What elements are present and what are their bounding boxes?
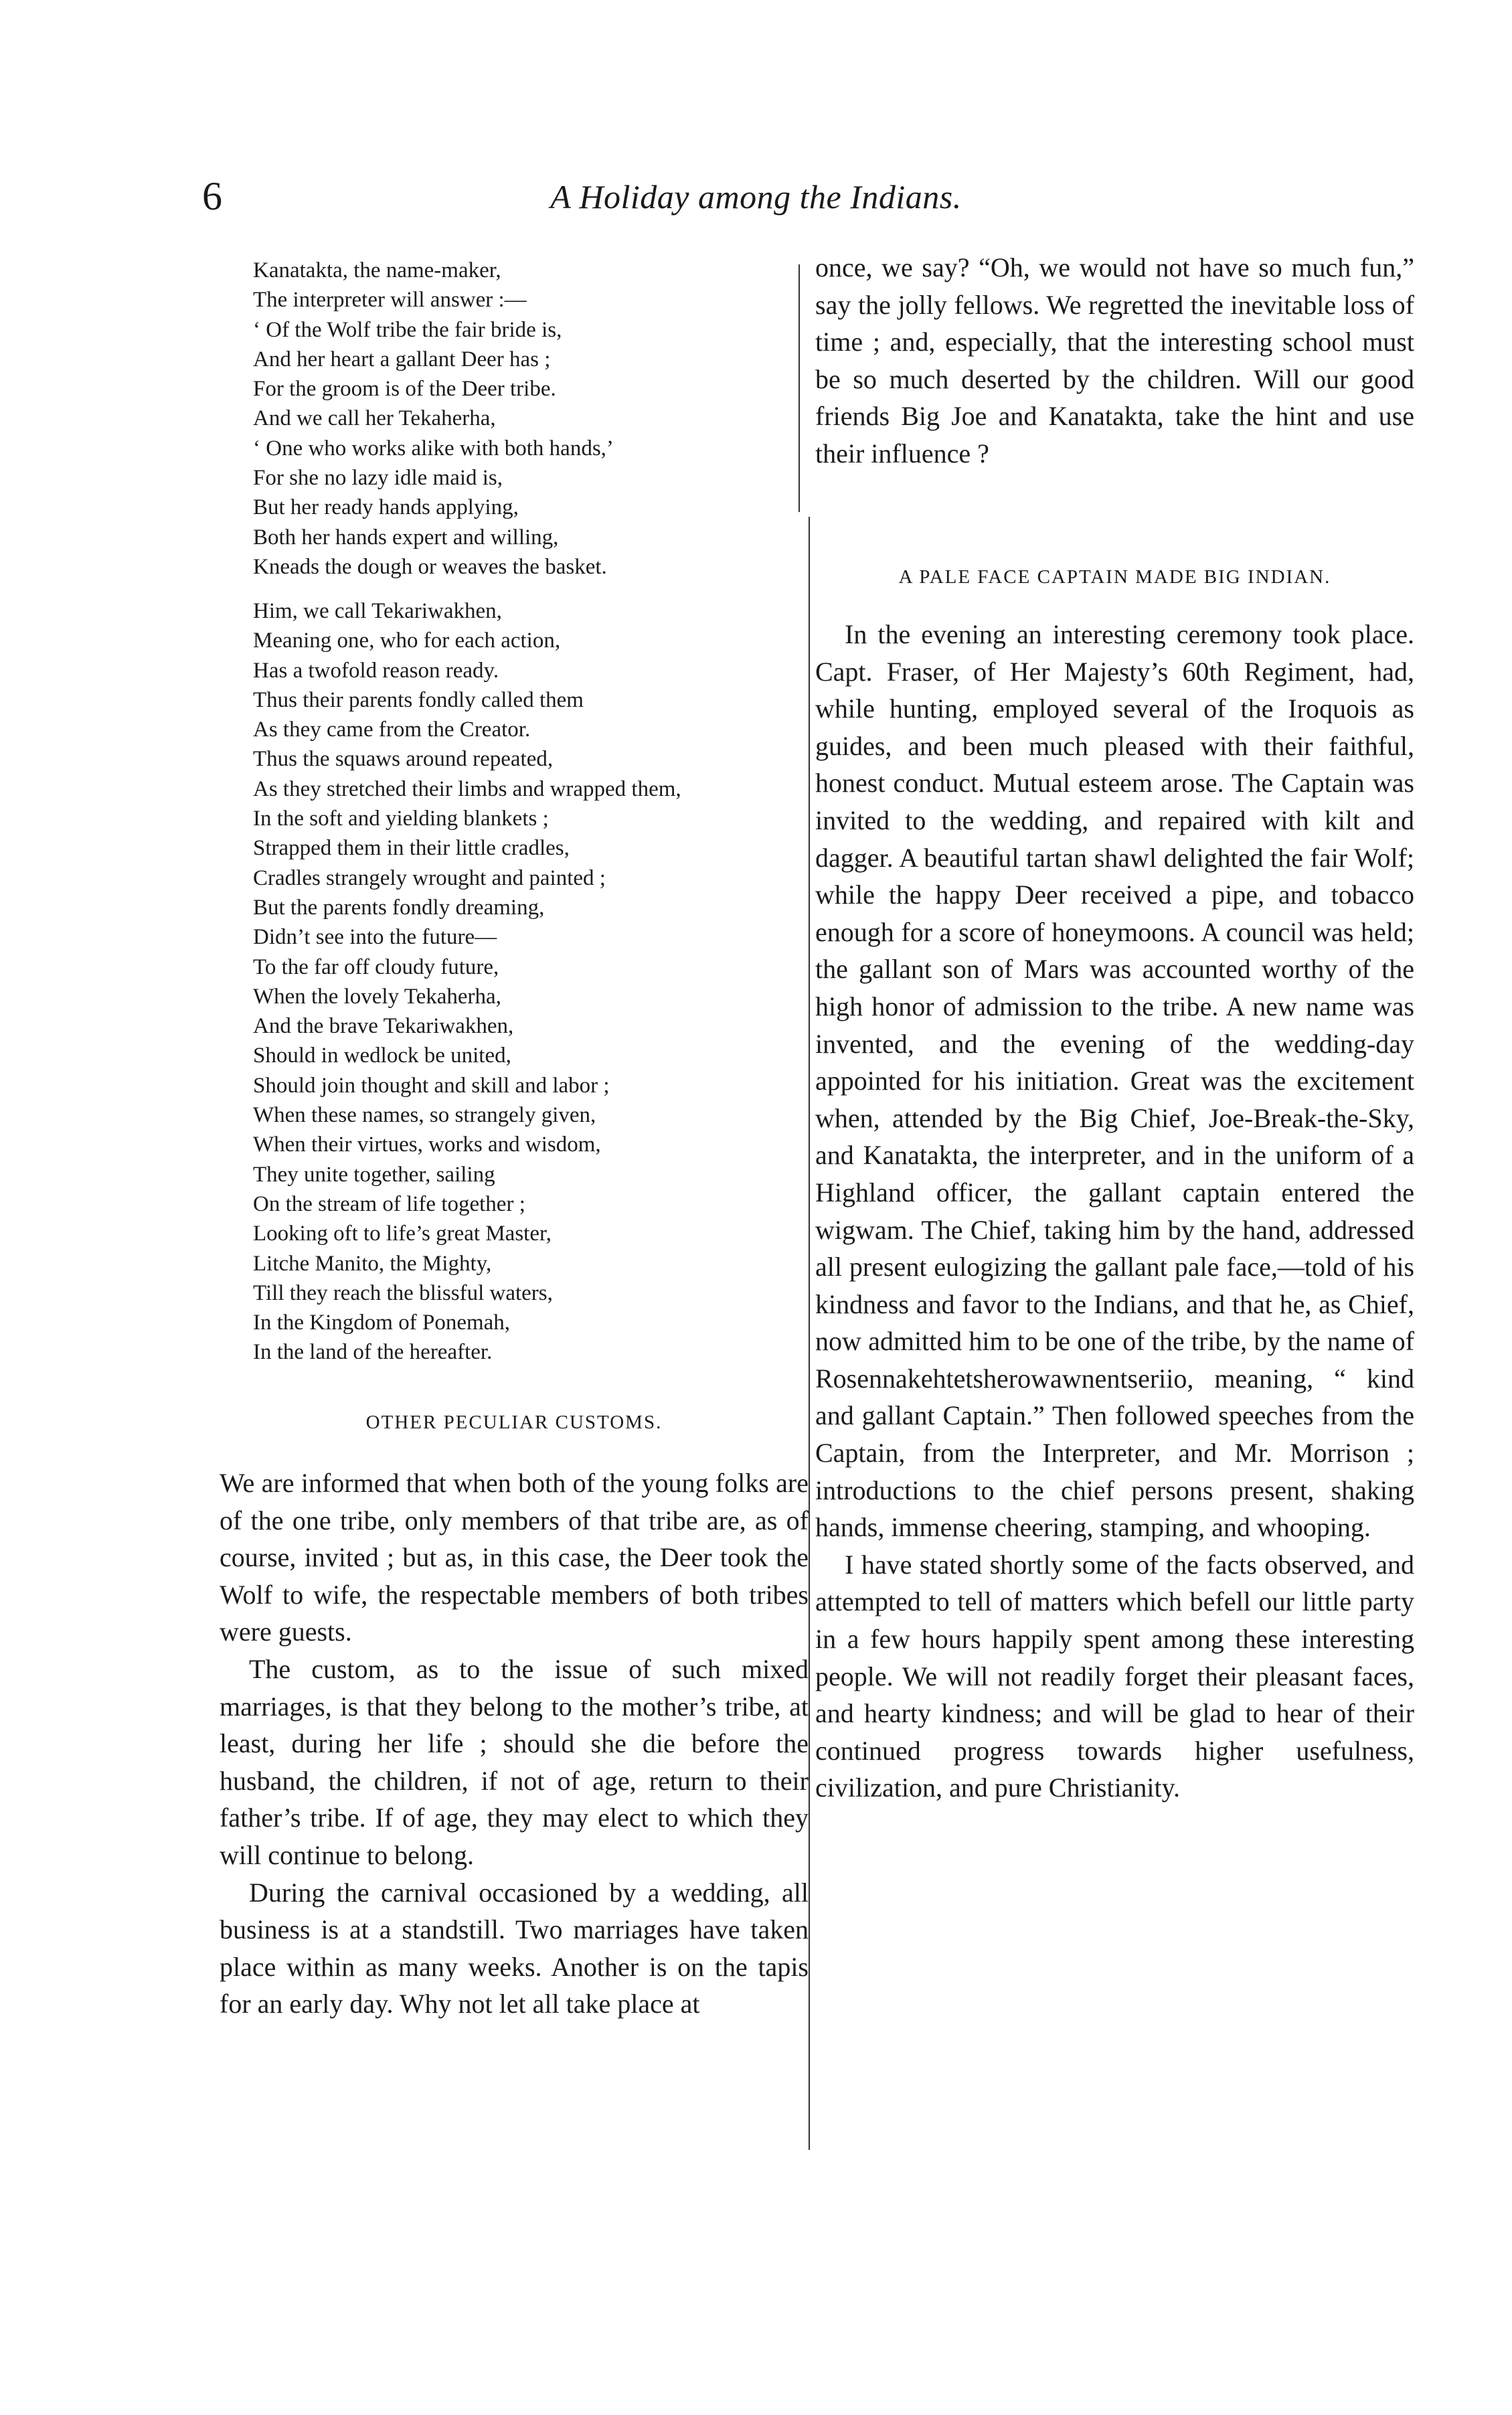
poem-line: Both her hands expert and willing, [253, 525, 559, 550]
poem-line: And the brave Tekariwakhen, [253, 1014, 514, 1039]
poem-line: Him, we call Tekariwakhen, [253, 599, 502, 623]
poem-line: When their virtues, works and wisdom, [253, 1133, 601, 1157]
poem-line: But her ready hands applying, [253, 495, 519, 520]
poem-line: The interpreter will answer :— [253, 288, 527, 313]
poem-line: To the far off cloudy future, [253, 954, 499, 979]
poem-line: Thus their parents fondly called them [253, 687, 584, 712]
poem-line: Should join thought and skill and labor ; [253, 1073, 610, 1098]
poem-line: Thus the squaws around repeated, [253, 747, 554, 772]
left-column-prose [220, 1465, 809, 2023]
poem-line: Has a twofold reason ready. [253, 658, 499, 683]
poem-line: When these names, so strangely given, [253, 1103, 596, 1128]
section-heading-pale-face-captain: A PALE FACE CAPTAIN MADE BIG INDIAN. [898, 566, 1331, 588]
poem-line: Kanatakta, the name-maker, [253, 258, 501, 282]
page-number: 6 [202, 174, 222, 218]
poem-line: And we call her Tekaherha, [253, 406, 496, 431]
poem-line: Kneads the dough or weaves the basket. [253, 554, 607, 579]
poem-line: ‘ One who works alike with both hands,’ [253, 436, 614, 461]
poem-line: Till they reach the blissful waters, [253, 1280, 553, 1305]
poem-line: In the Kingdom of Ponemah, [253, 1311, 511, 1335]
running-title: A Holiday among the Indians. [550, 178, 962, 216]
poem-line: As they came from the Creator. [253, 718, 531, 742]
paragraph: The custom, as to the issue of such mixed marriages, is that they belong to the mother’s tribe, at least, during her life ; should she die before the husband, the children, if not of age, return to their father’s tribe. If of age, they may elect to which they will continue to belong. [220, 1653, 809, 1870]
poem-line: Meaning one, who for each action, [253, 629, 561, 653]
poem-line: And her heart a gallant Deer has ; [253, 347, 551, 371]
right-column-prose [815, 616, 1414, 1807]
poem-line: But the parents fondly dreaming, [253, 895, 545, 920]
poem-line: Strapped them in their little cradles, [253, 836, 570, 861]
poem-stanza-2 [253, 596, 788, 1367]
paragraph: once, we say? “Oh, we would not have so much fun,” say the jolly fellows. We regretted the inevitable loss of time ; and, especially, that the interesting school must be so much deserted by the children. Will our good friends Big Joe and Kanatakta, take the hint and use their influence ? [815, 252, 1414, 469]
poem-line: Should in wedlock be united, [253, 1044, 511, 1068]
paragraph: During the carnival occasioned by a wedding, all business is at a standstill. Two marriages have taken place within as many weeks. Another is on the tapis for an early day. Why not let all take place at [220, 1877, 809, 2019]
poem-line: Didn’t see into the future— [253, 925, 497, 950]
poem-line: They unite together, sailing [253, 1162, 495, 1187]
poem-line: Litche Manito, the Mighty, [253, 1251, 492, 1276]
poem-line: On the stream of life together ; [253, 1191, 525, 1216]
poem-line: When the lovely Tekaherha, [253, 984, 501, 1009]
poem-line: In the land of the hereafter. [253, 1340, 493, 1365]
poem-line: As they stretched their limbs and wrapped them, [253, 776, 681, 801]
paragraph: We are informed that when both of the young folks are of the one tribe, only members of that tribe are, as of course, invited ; but as, in this case, the Deer took the Wolf to wife, the respectable members of both tribes were guests. [220, 1468, 809, 1647]
poem-line: Looking oft to life’s great Master, [253, 1222, 552, 1246]
section-heading-other-customs: OTHER PECULIAR CUSTOMS. [365, 1412, 663, 1433]
paragraph: In the evening an interesting ceremony took place. Capt. Fraser, of Her Majesty’s 60th Regiment, had, while hunting, employed several of the Iroquois as guides, and been much pleased with their faithful, honest conduct. Mutual esteem arose. The Captain was invited to the wedding, and repaired with kilt and dagger. A beautiful tartan shawl delighted the fair Wolf; while the happy Deer received a pipe, and tobacco enough for a score of honeymoons. A council was held; the gallant son of Mars was accounted worthy of the high honor of admission to the tribe. A new name was invented, and the evening of the wedding-day appointed for his initiation. Great was the excitement when, attended by the Big Chief, Joe-Break-the-Sky, and Kanatakta, the interpreter, and in the uniform of a Highland officer, the gallant captain entered the wigwam. The Chief, taking him by the hand, addressed all present eulogizing the gallant pale face,—told of his kindness and favor to the Indians, and that he, as Chief, now admitted him to be one of the tribe, by the name of Rosennakehtetsherowawnentseriio, meaning, “ kind and gallant Captain.” Then followed speeches from the Captain, from the Interpreter, and Mr. Morrison ; introductions to the chief persons present, shaking hands, immense cheering, stamping, and whooping. [815, 619, 1414, 1543]
poem-stanza-1 [253, 256, 788, 582]
column-rule-top [799, 264, 800, 512]
poem-line: ‘ Of the Wolf tribe the fair bride is, [253, 317, 562, 342]
column-rule-bottom [809, 517, 810, 2150]
paragraph: I have stated shortly some of the facts observed, and attempted to tell of matters which befell our little party in a few hours happily spent among these interesting people. We will not readily forget their pleasant faces, and hearty kindness; and will be glad to hear of their continued progress towards higher usefulness, civilization, and pure Christianity. [815, 1549, 1414, 1803]
poem-line: In the soft and yielding blankets ; [253, 807, 549, 831]
right-column-continuation [815, 249, 1414, 473]
poem-line: For the groom is of the Deer tribe. [253, 377, 556, 402]
poem-line: For she no lazy idle maid is, [253, 466, 503, 491]
poem-line: Cradles strangely wrought and painted ; [253, 865, 606, 890]
